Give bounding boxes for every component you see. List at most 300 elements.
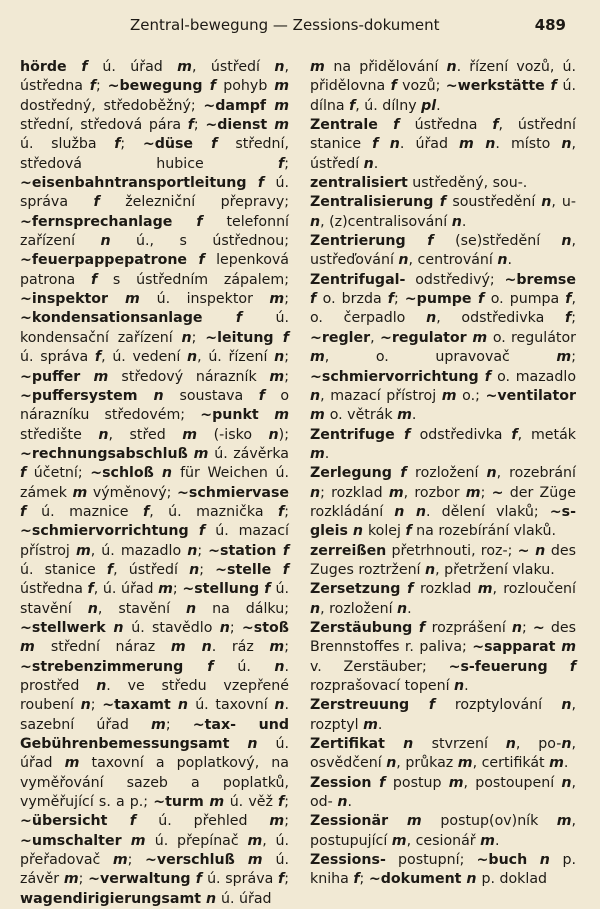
translation-text: ; [193,117,206,134]
translation-text: ; [120,136,143,153]
translation-text: ; [284,794,289,811]
translation-text: ú. kondensační zařízení [20,310,289,346]
headword: ~rechnungsabschluß [20,445,188,462]
translation-text: ú. dílna [310,78,576,114]
grammar-label: n [310,213,321,230]
translation-text: postup [392,774,449,791]
grammar-label: n [310,600,321,617]
translation-text: . dělení vlaků; [426,503,550,520]
translation-text: ; [172,581,183,598]
translation-text: . sazební úřad [20,697,289,733]
grammar-label: f [94,349,102,366]
grammar-label: m [203,794,230,811]
translation-text: ú. závěr [20,852,289,888]
translation-text: rozložení [415,465,487,482]
translation-text: soustředění [452,194,542,211]
grammar-label: m n [170,639,212,656]
translation-text: . [347,794,352,811]
grammar-label: m [466,329,493,346]
grammar-label: m [72,484,88,501]
translation-text: . úřad [399,136,460,153]
headword: ~leitung [205,329,274,346]
translation-text: ú. taxovní [195,697,275,714]
grammar-label: f [278,871,285,888]
grammar-label: f [193,136,236,153]
grammar-label: f [278,794,285,811]
translation-text: na dálku; [196,600,289,617]
translation-text: ; [284,368,289,385]
translation-text: , rozbor [403,484,466,501]
grammar-label: m [480,832,495,849]
translation-text: , osvědčení [310,736,576,772]
translation-text: , rozloučení [492,581,576,598]
running-title: Zentral-bewegung — Zessions-dokument [130,16,440,34]
dictionary-entry [310,812,576,851]
translation-text: střední, středová hubice [20,136,289,172]
grammar-label: n [511,619,523,636]
headword: ~regler [310,329,371,346]
translation-text: dostředný, středoběžný; [20,97,204,114]
translation-text: , rozebrání [496,465,576,482]
grammar-label: n [486,465,497,482]
translation-text: o.; [456,387,486,404]
grammar-label: m [549,755,564,772]
headword: ~schmiervase [177,484,290,501]
grammar-label: n n [394,503,426,520]
grammar-label: m [20,639,51,656]
translation-text: . [494,832,500,849]
grammar-label: f [405,233,456,250]
headword: ~verschluß [144,852,235,869]
dictionary-entry [310,619,576,696]
grammar-label: n [105,619,132,636]
grammar-label: f [547,658,576,675]
translation-text: . ráz [211,639,270,656]
headword: ~ [532,619,545,636]
grammar-label: f [188,523,216,540]
translation-text: . [411,407,417,424]
grammar-label: f [172,213,227,230]
translation-text: , o. čerpadlo [310,291,576,327]
headword: ~ [491,484,504,501]
grammar-label: n [268,426,279,443]
headword: Zentralisierung [310,194,434,211]
grammar-label: f [565,291,572,308]
grammar-label: m [247,832,263,849]
translation-text: der Züge rozkládání [310,484,576,520]
grammar-label: m [158,581,173,598]
headword: ~turm [153,794,204,811]
translation-text: ú. stavění [20,581,289,617]
translation-text: pohyb [223,78,275,95]
grammar-label: m [391,832,407,849]
translation-text: o. brzda [322,291,388,308]
translation-text: , o. upravovač [324,349,557,366]
translation-text: přetrhnouti, roz-; [386,542,518,559]
grammar-label: pl [421,97,437,114]
grammar-label: n [541,194,552,211]
grammar-label: m [441,387,457,404]
headword: Zession [310,774,372,791]
grammar-label: n [219,619,230,636]
translation-text: , ú. mazadlo [90,542,188,559]
grammar-label: m [310,59,334,75]
translation-text: . řízení vozů, ú. přidělovna [310,59,577,95]
headword: ~dampf [203,97,267,114]
headword: ~kondensationsanlage [20,310,203,327]
grammar-label: f [492,117,499,134]
dictionary-entry [310,542,576,581]
translation-text: ); [278,426,289,443]
headword: Zentrifuge [310,426,395,443]
grammar-label: n [274,658,285,675]
grammar-label: m [63,871,79,888]
headword: wagendirigierungsamt [20,890,202,907]
grammar-label: n [446,59,457,75]
grammar-label: f [93,194,100,211]
grammar-label: f [394,426,420,443]
page-number: 489 [534,16,566,34]
headword: Zentrale [310,117,378,134]
grammar-label: f [187,117,194,134]
translation-text: . [407,600,412,617]
translation-text: ; [284,503,289,520]
grammar-label: f [187,252,217,269]
translation-text: , postoupení [463,774,562,791]
translation-text: ; [393,291,405,308]
translation-text: o. větrák [329,407,398,424]
translation-text: , ú. vedení [101,349,187,366]
translation-text: . prostřed [20,658,289,694]
grammar-label: n [561,136,572,153]
translation-text: výměnový; [87,484,178,501]
translation-text: ; [284,813,289,830]
dictionary-entry [310,851,576,890]
grammar-label: n [454,678,465,694]
grammar-label: f [544,78,563,95]
grammar-label: m [310,349,325,366]
grammar-label: f [409,697,455,714]
grammar-label: m n [459,136,496,153]
grammar-label: n [189,561,200,578]
grammar-label: f [90,271,98,288]
headword: ~station [208,542,277,559]
grammar-label: n [186,600,197,617]
translation-text: ú. [237,658,275,675]
headword: Zentrifugal- [310,271,406,288]
grammar-label: n [363,155,374,172]
translation-text: p. doklad [481,871,548,888]
dictionary-entry [310,696,576,735]
grammar-label: m [274,78,289,95]
grammar-label: f [258,387,265,404]
headword: ~bewegung [107,78,203,95]
translation-text: ; [78,871,89,888]
grammar-label: f [271,561,289,578]
grammar-label: m [363,716,378,733]
translation-text: , u- [551,194,576,211]
translation-text: střední, středová pára [20,117,188,134]
grammar-label: f [278,155,285,172]
grammar-label: m [556,813,572,830]
grammar-label: n [561,233,572,250]
translation-text: . [324,445,330,462]
grammar-label: f [377,117,415,134]
translation-text: . [507,252,512,269]
headword: zerreißen [310,542,387,559]
translation-text: kolej [367,523,406,540]
headword: ~sapparat [472,639,556,656]
translation-text: , rozložení [320,600,398,617]
translation-text: . [563,755,569,772]
grammar-label: m [80,368,122,385]
grammar-label: n [80,697,91,714]
grammar-label: f [276,542,289,559]
grammar-label: f [87,581,94,598]
translation-text: ú. správa [20,349,95,366]
headword: ~inspektor [20,291,109,308]
grammar-label: f [349,97,356,114]
grammar-label: n [561,697,572,714]
headword: ~stellung [182,581,260,598]
grammar-label: f [106,561,114,578]
translation-text: . [373,155,379,172]
translation-text: postupní; [385,852,477,869]
translation-text: ; [90,697,103,714]
right-column [310,58,576,890]
grammar-label: n [347,523,368,540]
grammar-label: n [170,697,196,714]
dictionary-entry [310,774,576,813]
translation-text: . [464,678,469,694]
dictionary-entry [310,174,576,193]
translation-text: s ústředním zápalem; [97,271,289,288]
translation-text: , přetržení vlaku. [435,561,555,578]
translation-text: ú., s ústřednou; [110,233,289,250]
grammar-label: f [190,871,208,888]
grammar-label: n [505,736,516,753]
grammar-label: m [121,832,155,849]
headword: ~eisenbahntransportleitung [20,175,247,192]
translation-text: ; [284,871,289,888]
grammar-label: n [310,484,321,501]
grammar-label: f [391,465,416,482]
translation-text: ú. přepínač [154,832,248,849]
grammar-label: n [561,736,572,753]
translation-text: stvrzení [431,736,506,753]
translation-text: . [461,213,467,230]
translation-text: ú. stanice [20,561,107,578]
translation-text: na přidělování [333,59,447,75]
headword: zentralisiert [310,175,408,192]
translation-text: ; [284,349,289,366]
grammar-label: f [20,503,42,520]
grammar-label: f [353,871,360,888]
translation-text: ; [229,619,242,636]
translation-text: . místo [495,136,562,153]
translation-text: ; [571,310,576,327]
translation-text: železniční přepravy; [99,194,290,211]
grammar-label: f [278,503,285,520]
translation-text: , ústředí [310,136,576,172]
translation-text: ; [191,329,206,346]
translation-text: , ú. maznička [149,503,279,520]
grammar-label: n [561,774,572,791]
translation-text: ú. úřad [20,736,289,772]
dictionary-entry [310,116,576,174]
grammar-label: f [387,291,394,308]
translation-text: , ústředna [20,59,289,95]
headword: ~fernsprechanlage [20,213,173,230]
grammar-label: n [181,329,192,346]
headword: ~werkstätte [445,78,545,95]
grammar-label: n [425,561,436,578]
translation-text: , od- [310,774,576,811]
page-header [0,16,600,38]
grammar-label: f [143,503,150,520]
translation-text: ú. stavědlo [131,619,220,636]
translation-text: , centrování [408,252,498,269]
grammar-label: m [75,542,91,559]
grammar-label: m [269,368,285,385]
translation-text: středový nárazník [121,368,270,385]
translation-text: postup(ov)ník [440,813,557,830]
headword: ~schloß [90,465,154,482]
translation-text: , rozptyl [310,697,576,733]
headword: ~punkt [200,407,259,424]
translation-text: , ústřední stanice [310,117,576,153]
grammar-label: f [471,291,491,308]
grammar-label: f [20,465,27,482]
grammar-label: f [202,310,276,327]
dictionary-entry [310,464,576,541]
headword: ~s-feuerung [448,658,548,675]
translation-text: rozprašovací topení [310,678,455,694]
translation-text: vozů; [396,78,446,95]
grammar-label: n [187,349,198,366]
translation-text: ; [571,349,576,366]
dictionary-entry [310,232,576,271]
grammar-label: m [187,445,215,462]
headword: hörde [20,59,67,75]
translation-text: für Weichen ú. zámek [20,465,289,501]
grammar-label: n [384,736,432,753]
grammar-label: f [114,136,121,153]
translation-text: ú. inspektor [156,291,270,308]
translation-text: rozptylování [454,697,562,714]
headword: Zessions- [310,852,386,869]
headword: Zentrierung [310,233,406,250]
translation-text: ; [480,484,492,501]
grammar-label: n [398,252,409,269]
headword: ~verwaltung [88,871,191,888]
dictionary-entry [310,58,576,116]
grammar-label: m [269,813,285,830]
grammar-label: m [310,445,325,462]
translation-text: rozprášení [431,619,512,636]
translation-text: ; [197,542,209,559]
translation-text: střední náraz [50,639,171,656]
headword: ~regulator [379,329,467,346]
headword: ~dokument [368,871,462,888]
translation-text: , ú. přeřadovač [20,832,289,869]
grammar-label: n [386,755,397,772]
translation-text: v. Zerstäuber; [310,658,449,675]
grammar-label: m [465,484,481,501]
translation-text: ; [284,291,289,308]
translation-text: , ú. úřad [93,581,159,598]
translation-text: soustava [179,387,259,404]
grammar-label: f [202,78,224,95]
headword: Zessionär [310,813,389,830]
grammar-label: f [371,774,393,791]
headword: ~düse [142,136,194,153]
headword: ~puffer [20,368,81,385]
grammar-label: m [448,774,464,791]
translation-text: , postupující [310,813,576,849]
translation-text: ; [165,716,193,733]
headword: Zersetzung [310,581,401,598]
grammar-label: n [187,542,198,559]
grammar-label: n [98,426,109,443]
translation-text: ú. věž [229,794,279,811]
grammar-label: n [137,387,180,404]
grammar-label: f [273,329,289,346]
translation-text: o nárazníku středovém; [20,387,289,424]
grammar-label: n [274,697,285,714]
translation-text: ú. přehled [158,813,270,830]
translation-text: , ustřeďování [310,233,576,269]
headword: ~übersicht [20,813,108,830]
translation-text: lepenková patrona [20,252,289,288]
grammar-label: m [555,639,576,656]
headword: ~pumpe [404,291,472,308]
grammar-label: m [556,349,572,366]
grammar-label: f n [372,136,400,153]
headword: ~stellwerk [20,619,106,636]
grammar-label: n [397,600,408,617]
headword: ~strebenzimmerung [20,658,184,675]
translation-text: (se)středění [455,233,562,250]
headword: Zerlegung [310,465,392,482]
grammar-label: f [478,368,498,385]
headword: ~ [517,542,530,559]
grammar-label: f [246,175,276,192]
grammar-label: m [258,407,289,424]
headword: ~s-gleis [310,503,576,540]
translation-text: (-isko [197,426,269,443]
grammar-label: f [412,619,432,636]
translation-text: , průkaz [396,755,458,772]
grammar-label: n [201,890,221,907]
translation-text: na rozebírání vlaků. [411,523,556,540]
grammar-label: f [433,194,453,211]
headword: Zerstäubung [310,619,413,636]
grammar-label: f [390,78,397,95]
grammar-label: m [151,716,166,733]
translation-text: ; [95,78,108,95]
translation-text: . [436,97,441,114]
translation-text: , stavění [97,600,187,617]
grammar-label: n [274,349,285,366]
translation-text: ; [127,852,145,869]
translation-text: des Brennstoffes r. paliva; [310,619,577,656]
grammar-label: m [234,852,276,869]
grammar-label: n [310,387,321,404]
dictionary-entry [310,426,576,465]
grammar-label: m [397,407,412,424]
headword: ~taxamt [102,697,171,714]
